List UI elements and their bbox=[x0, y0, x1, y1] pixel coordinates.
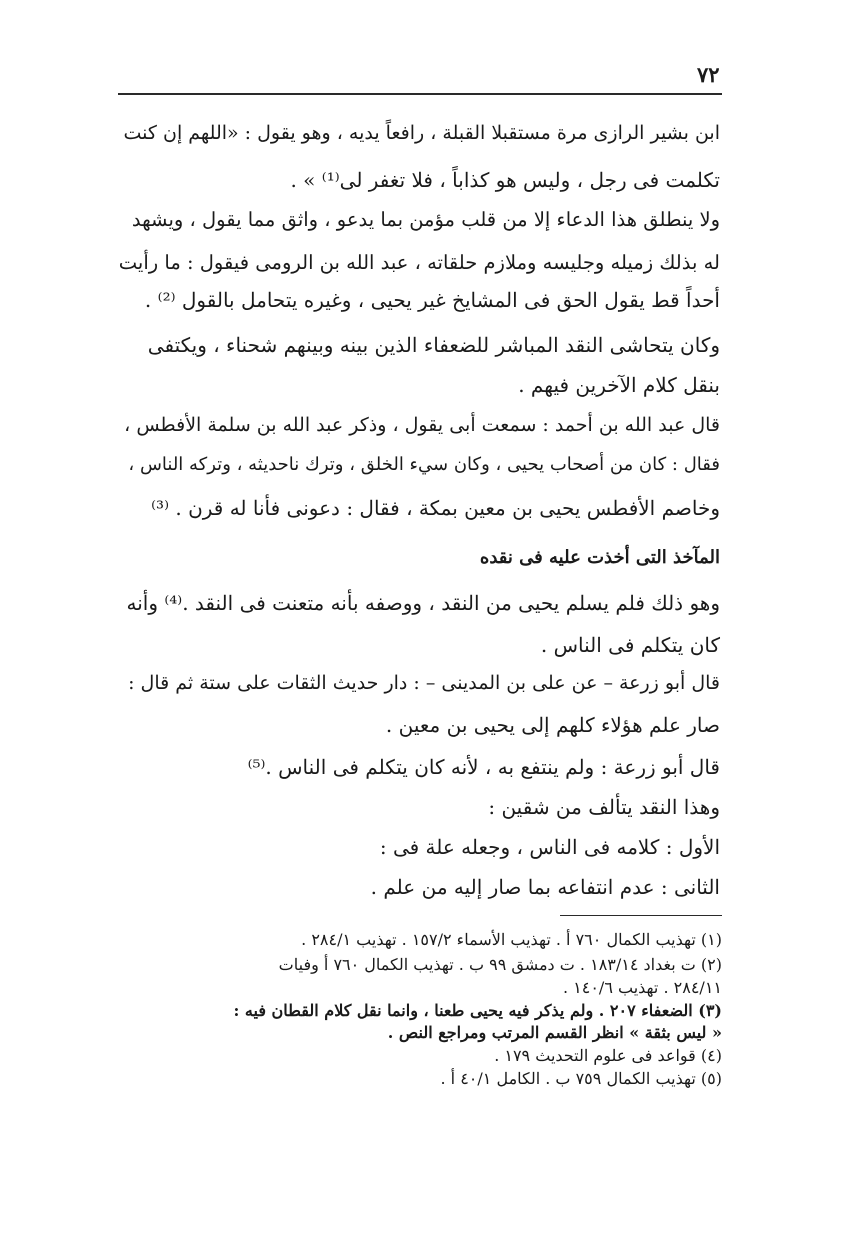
footnote-1: (١) تهذيب الكمال ٧٦٠ أ . تهذيب الأسماء ١٥٧/٢ . تهذيب ٢٨٤/١ . bbox=[301, 930, 722, 949]
body-line-7: بنقل كلام الآخرين فيهم . bbox=[518, 373, 720, 397]
header-divider bbox=[118, 93, 722, 95]
body-line-6: وكان يتحاشى النقد المباشر للضعفاء الذين بينه وبينهم شحناء ، ويكتفى bbox=[147, 333, 720, 357]
body-line-5: أحداً قط يقول الحق فى المشايخ غير يحيى ، وغيره يتحامل بالقول ⁽²⁾ . bbox=[144, 288, 720, 312]
body-line-12: كان يتكلم فى الناس . bbox=[540, 633, 720, 657]
body-line-11: وهو ذلك فلم يسلم يحيى من النقد ، ووصفه بأنه متعنت فى النقد .⁽⁴⁾ وأنه bbox=[126, 591, 720, 615]
body-line-10: وخاصم الأفطس يحيى بن معين بمكة ، فقال : دعونى فأنا له قرن . ⁽³⁾ bbox=[151, 496, 720, 520]
body-line-13: قال أبو زرعة – عن على بن المدينى – : دار حديث الثقات على ستة ثم قال : bbox=[128, 672, 720, 694]
footnote-4: (٤) قواعد فى علوم التحديث ١٧٩ . bbox=[494, 1046, 722, 1065]
footnote-2: (٢) ت بغداد ١٨٣/١٤ . ت دمشق ٩٩ ب . تهذيب الكمال ٧٦٠ أ وفيات bbox=[278, 955, 722, 974]
page-number: ٧٢ bbox=[697, 62, 720, 87]
footnote-2-continued: ٢٨٤/١١ . تهذيب ١٤٠/٦ . bbox=[562, 978, 722, 997]
body-line-15: قال أبو زرعة : ولم ينتفع به ، لأنه كان يتكلم فى الناس .⁽⁵⁾ bbox=[247, 755, 720, 779]
body-line-9: فقال : كان من أصحاب يحيى ، وكان سيء الخلق ، وترك ناحديثه ، وتركه الناس ، bbox=[128, 454, 720, 475]
footnote-3-continued: « ليس بثقة » انظر القسم المرتب ومراجع النص . bbox=[387, 1023, 722, 1042]
body-line-17: الأول : كلامه فى الناس ، وجعله علة فى : bbox=[379, 835, 720, 859]
body-line-8: قال عبد الله بن أحمد : سمعت أبى يقول ، وذكر عبد الله بن سلمة الأفطس ، bbox=[124, 414, 720, 436]
footnote-5: (٥) تهذيب الكمال ٧٥٩ ب . الكامل ٤٠/١ أ . bbox=[440, 1069, 722, 1088]
body-line-4: له بذلك زميله وجليسه وملازم حلقاته ، عبد الله بن الرومى فيقول : ما رأيت bbox=[118, 251, 720, 274]
body-line-16: وهذا النقد يتألف من شقين : bbox=[488, 795, 720, 819]
section-heading: المآخذ التى أخذت عليه فى نقده bbox=[479, 547, 720, 568]
body-line-1: ابن بشير الرازى مرة مستقبلا القبلة ، رافعاً يديه ، وهو يقول : «اللهم إن كنت bbox=[123, 122, 720, 144]
footnote-divider bbox=[560, 915, 722, 916]
body-line-18: الثانى : عدم انتفاعه بما صار إليه من علم . bbox=[370, 875, 720, 899]
body-line-2: تكلمت فى رجل ، وليس هو كذاباً ، فلا تغفر لى⁽¹⁾ » . bbox=[290, 168, 720, 192]
body-line-3: ولا ينطلق هذا الدعاء إلا من قلب مؤمن بما يدعو ، واثق مما يقول ، ويشهد bbox=[131, 208, 720, 231]
footnote-3: (٣) الضعفاء ٢٠٧ . ولم يذكر فيه يحيى طعنا ، وانما نقل كلام القطان فيه : bbox=[233, 1001, 722, 1020]
body-line-14: صار علم هؤلاء كلهم إلى يحيى بن معين . bbox=[385, 713, 720, 737]
